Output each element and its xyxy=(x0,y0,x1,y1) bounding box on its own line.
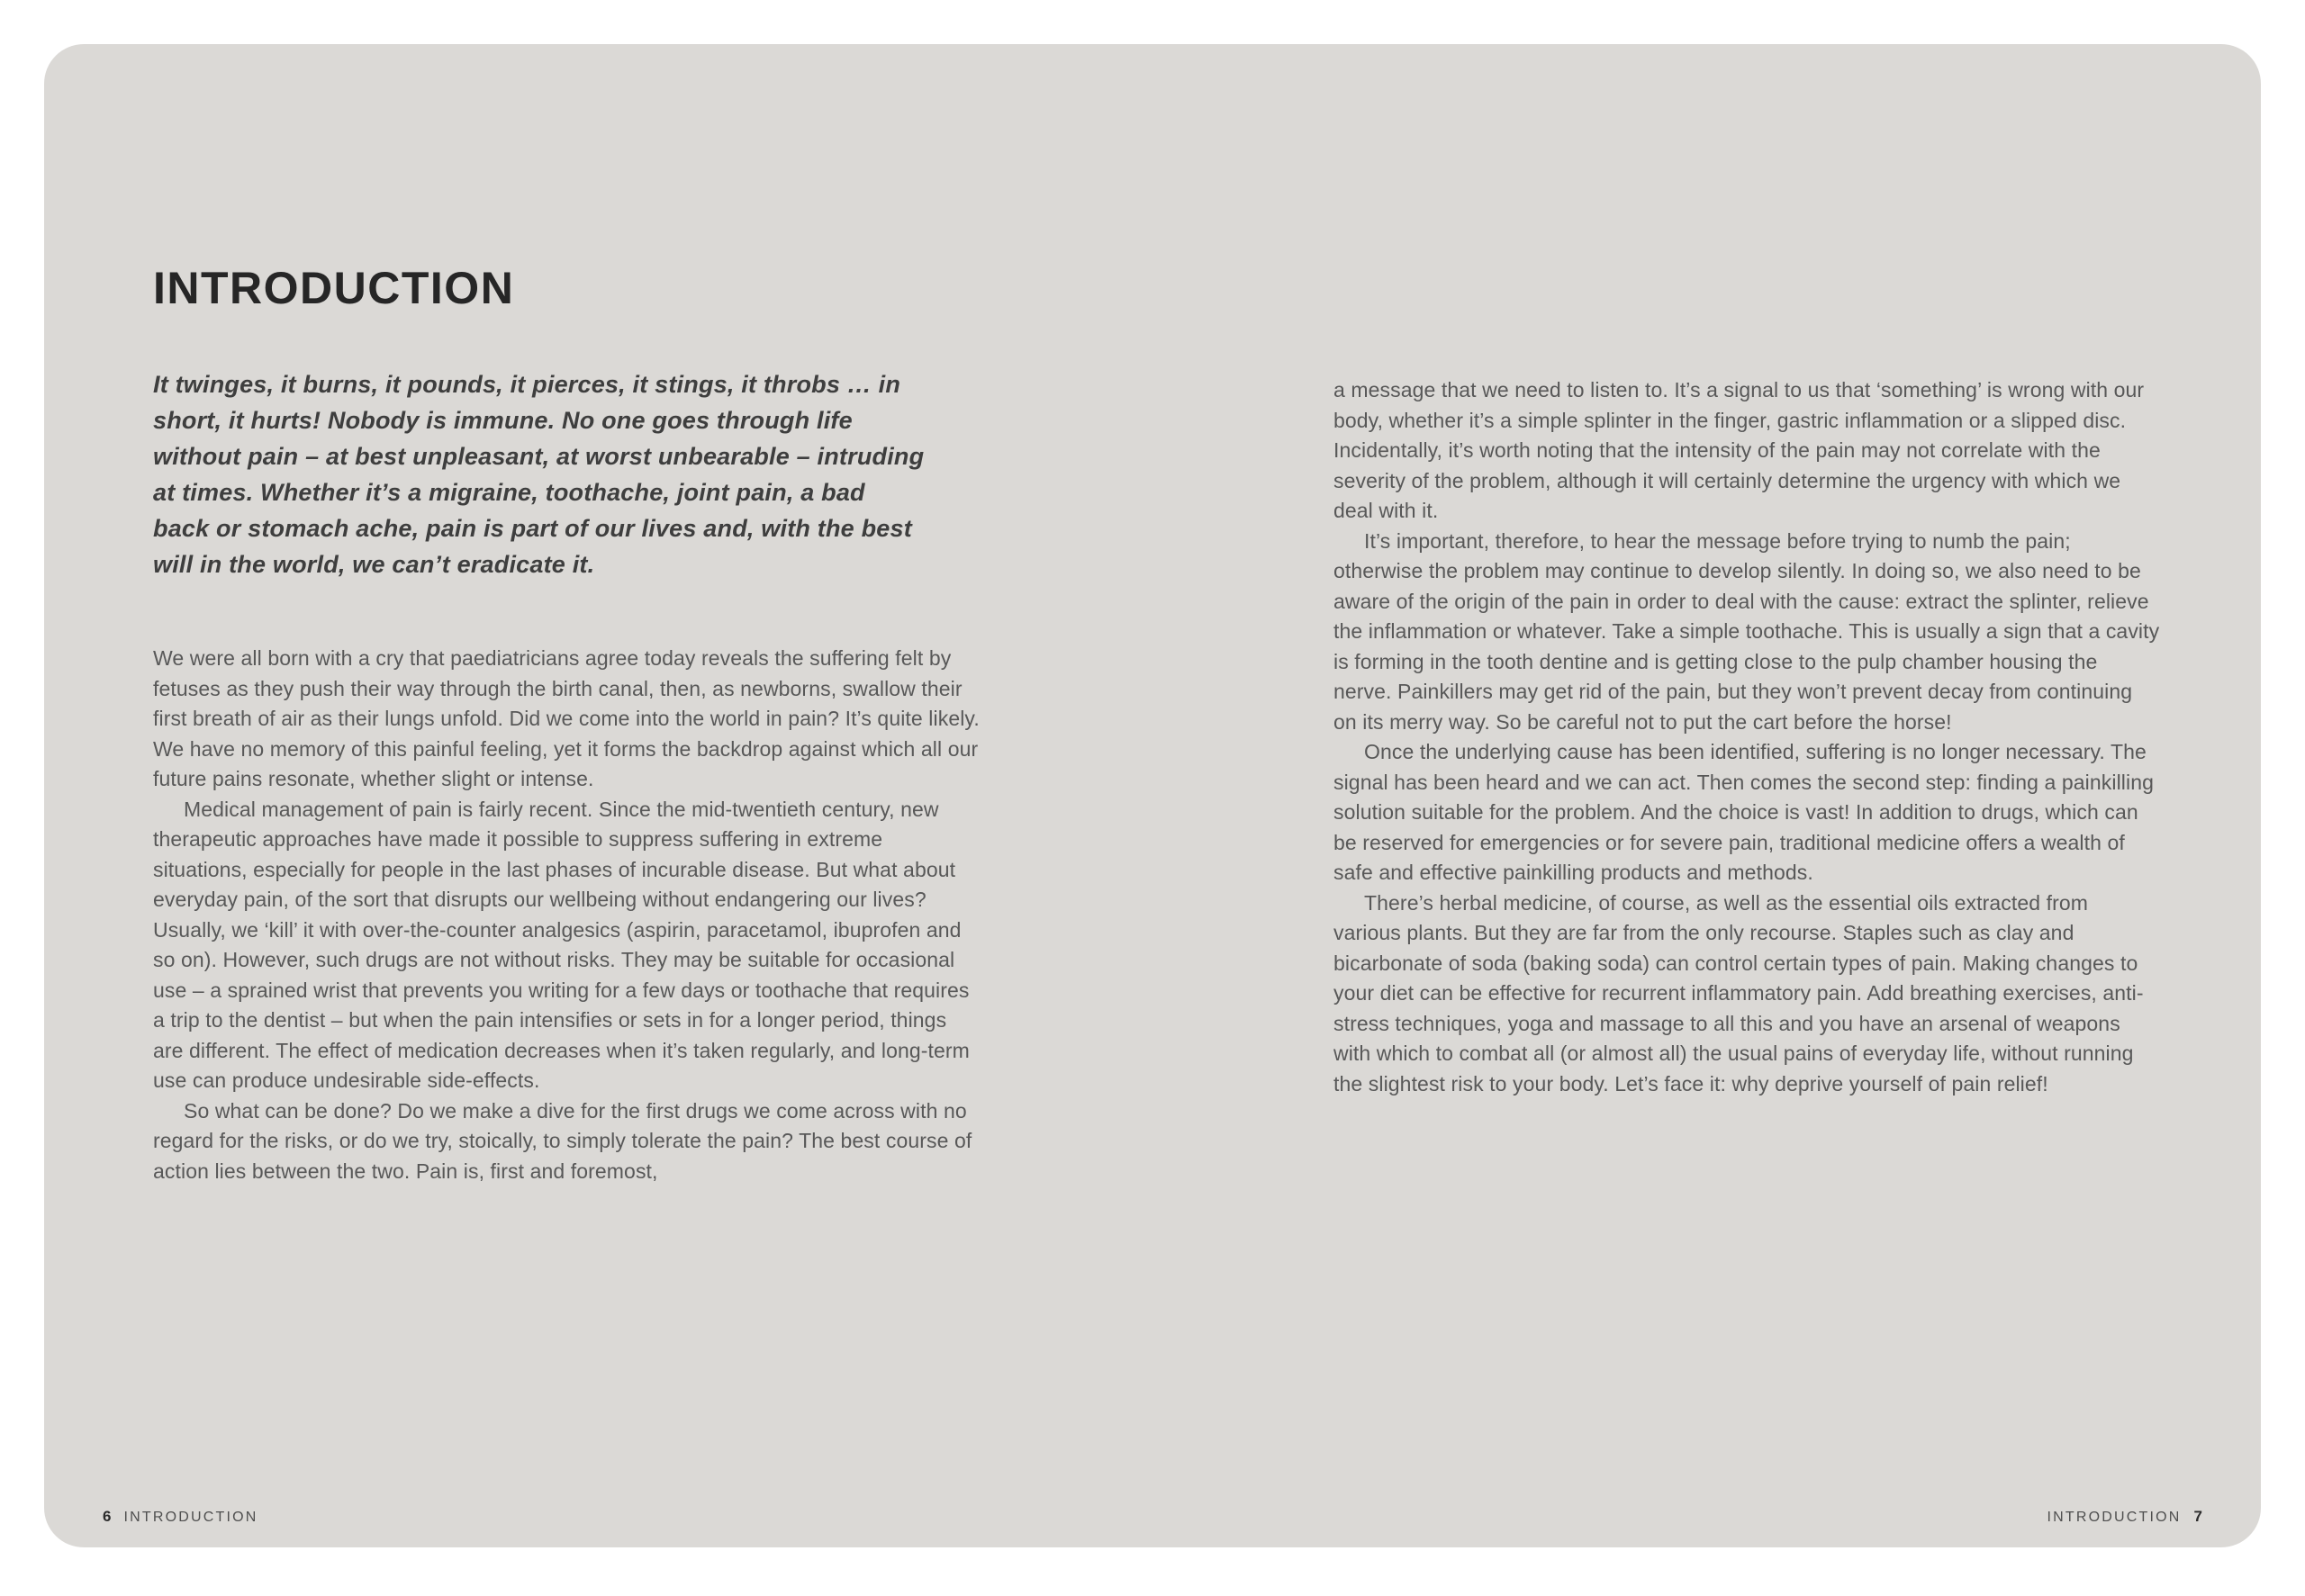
paragraph: It’s important, therefore, to hear the message before trying to numb the pain; otherwise the problem may continue to develop silently. In doing so, we also need to be aware of the origin of the pain in order to deal with the cause: extract the splinter, relieve the inflammation or whatever. Take a simple toothache. This is usually a sign that a cavity is forming in the tooth dentine and is getting close to the pulp chamber housing the nerve. Painkillers may get rid of the pain, but they won’t prevent decay from continuing on its merry way. So be careful not to put the cart before the horse! xyxy=(1333,528,2160,734)
paragraph: a message that we need to listen to. It’s a signal to us that ‘something’ is wrong with our body, whether it’s a simple splinter in the finger, gastric inflammation or a slipped disc. Incidentally, it’s worth noting that the intensity of the pain may not correlate with the severity of the problem, although it will certainly determine the urgency with which we deal with it. xyxy=(1333,378,2145,522)
paragraph: So what can be done? Do we make a dive for the first drugs we come across with no regard for the risks, or do we try, stoically, to simply tolerate the pain? The best course of action lies between the two. Pain is, first and foremost, xyxy=(153,1098,972,1183)
paragraph: We were all born with a cry that paediatricians agree today reveals the suffering felt by fetuses as they push their way through the birth canal, then, as newborns, swallow their first breath of air as their lungs unfold. Did we come into the world in pain? It’s quite likely. We have no memory of this painful feeling, yet it forms the backdrop against which all our future pains resonate, whether slight or intense. xyxy=(153,646,980,790)
footer-left xyxy=(103,1508,258,1526)
left-page-column xyxy=(153,263,980,1186)
left-body-text xyxy=(153,644,980,1186)
right-page-column xyxy=(1333,375,2160,1099)
lead-paragraph: It twinges, it burns, it pounds, it pierces, it stings, it throbs … in short, it hurts! Nobody is immune. No one goes through life without pain – at best unpleasant, at worst unbearable – intruding at times. Whether it’s a migraine, toothache, joint pain, a bad back or stomach ache, pain is part of our lives and, with the best will in the world, we can’t eradicate it. xyxy=(153,371,925,578)
running-head-left: INTRODUCTION xyxy=(123,1510,258,1525)
book-spread xyxy=(44,44,2261,1547)
page-number-left: 6 xyxy=(103,1508,112,1525)
paragraph: Once the underlying cause has been identified, suffering is no longer necessary. The signal has been heard and we can act. Then comes the second step: finding a painkilling solution suitable for the problem. And the choice is vast! In addition to drugs, which can be reserved for emergencies or for severe pain, traditional medicine offers a wealth of safe and effective painkilling products and methods. xyxy=(1333,740,2154,884)
page-number-right: 7 xyxy=(2193,1508,2202,1525)
paragraph: There’s herbal medicine, of course, as well as the essential oils extracted from various plants. But they are far from the only recourse. Staples such as clay and bicarbonate of soda (baking soda) can control certain types of pain. Making changes to your diet can be effective for recurrent inflammatory pain. Add breathing exercises, anti-stress techniques, yoga and massage to all this and you have an arsenal of weapons with which to combat all (or almost all) the usual pains of everyday life, without running the slightest risk to your body. Let’s face it: why deprive yourself of pain relief! xyxy=(1333,890,2144,1096)
chapter-title: INTRODUCTION xyxy=(153,263,515,313)
right-body-text xyxy=(1333,375,2160,1099)
paragraph: Medical management of pain is fairly recent. Since the mid-twentieth century, new therapeutic approaches have made it possible to suppress suffering in extreme situations, especially for people in the last phases of incurable disease. But what about everyday pain, of the sort that disrupts our wellbeing without endangering our lives? Usually, we ‘kill’ it with over-the-counter analgesics (aspirin, paracetamol, ibuprofen and so on). However, such drugs are not without risks. They may be suitable for occasional use – a sprained wrist that prevents you writing for a few days or toothache that requires a trip to the dentist – but when the pain intensifies or sets in for a longer period, things are different. The effect of medication decreases when it’s taken regularly, and long-term use can produce undesirable side-effects. xyxy=(153,797,970,1092)
running-head-right: INTRODUCTION xyxy=(2047,1510,2182,1525)
footer-right xyxy=(2047,1508,2202,1526)
